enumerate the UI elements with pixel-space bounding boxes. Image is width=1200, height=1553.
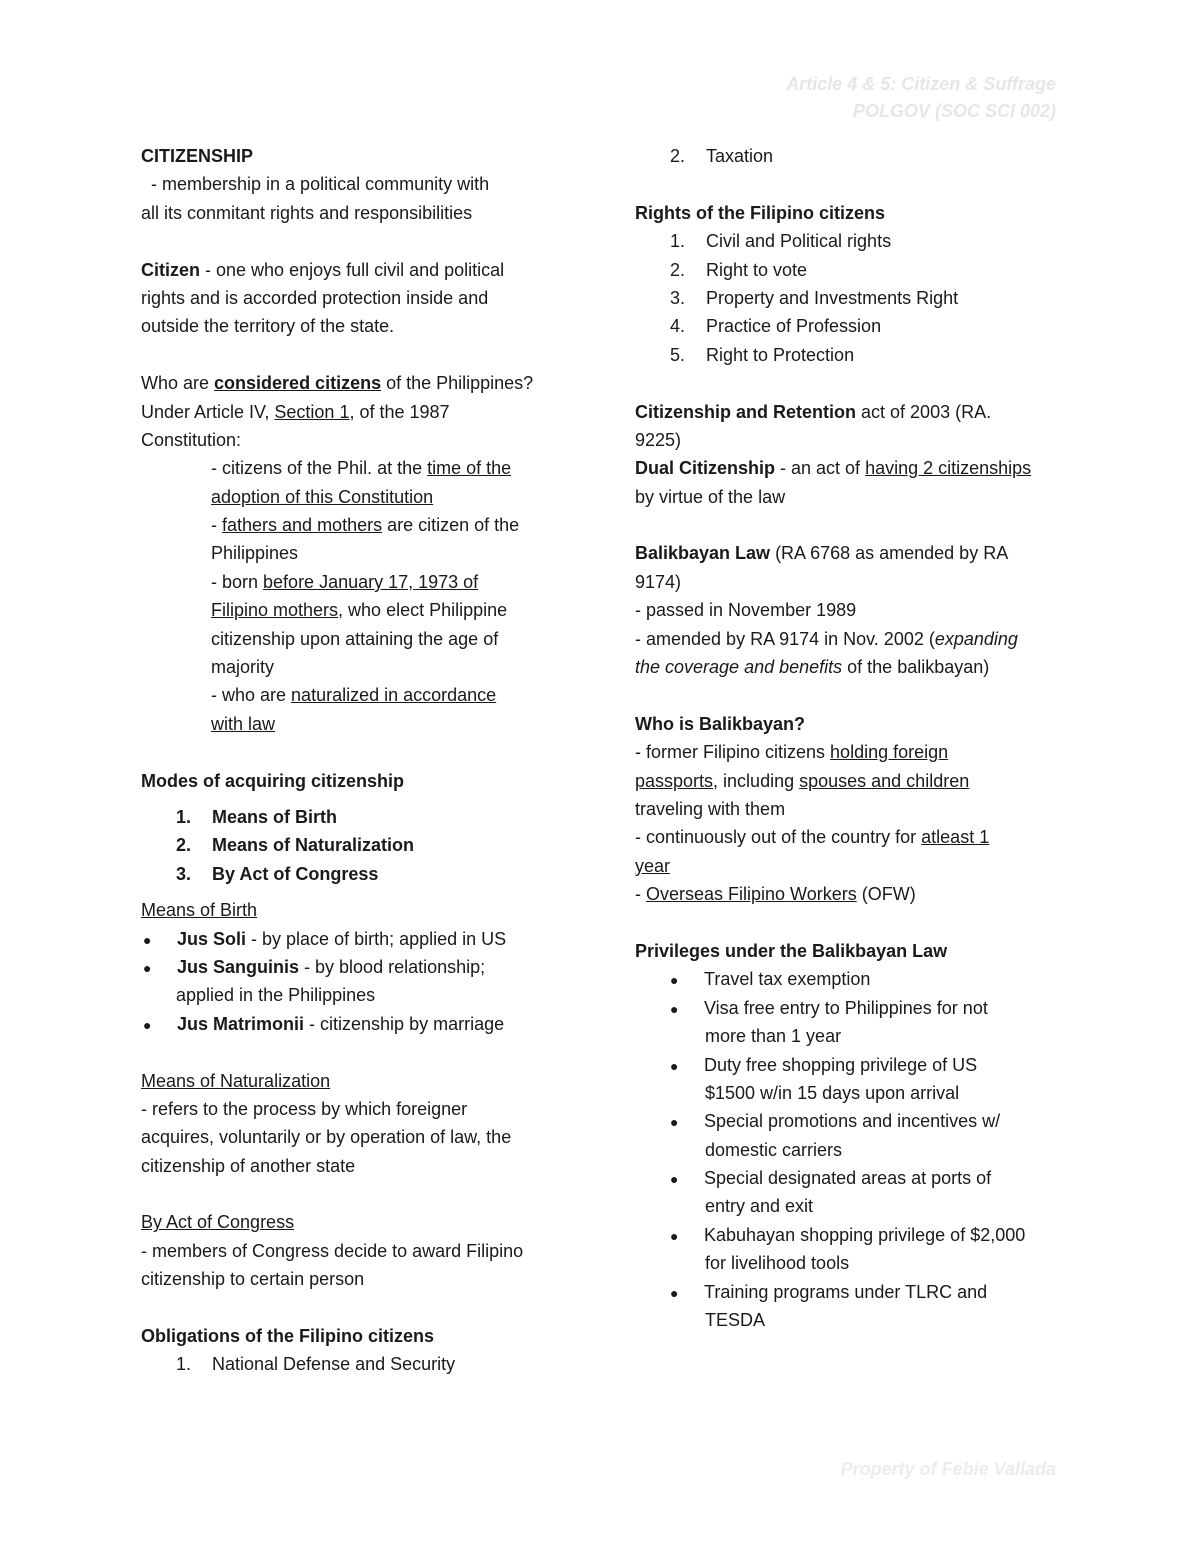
list-item-text: Taxation [706, 146, 774, 166]
text-span: Who are [141, 373, 215, 394]
citizen-definition-cont: rights and is accorded protection inside and [141, 287, 489, 308]
text-span: of the Philippines? [381, 373, 534, 394]
naturalization-definition: - refers to the process by which foreigner [141, 1098, 468, 1119]
citizen-criterion-3-cont: majority [211, 657, 275, 678]
definition: - citizenship by marriage [304, 1013, 505, 1034]
privilege-item-cont: TESDA [705, 1310, 766, 1331]
citizenship-retention-act-cont: 9225) [635, 429, 682, 450]
balikbayan-def-2 [635, 823, 1065, 851]
article-reference [141, 398, 561, 426]
balikbayan-def-1 [635, 738, 1065, 766]
bullet-icon: ● [670, 1227, 679, 1244]
text-span: (RA 6768 as amended by RA [770, 543, 1009, 564]
naturalization-definition-cont: acquires, voluntarily or by operation of law, the [141, 1127, 512, 1148]
text-span: - [635, 884, 646, 905]
list-number: 3. [670, 287, 686, 308]
modes-list-item [141, 831, 561, 859]
list-item-text: Civil and Political rights [706, 231, 892, 252]
bullet-icon: ● [670, 1114, 679, 1131]
privilege-item-cont: more than 1 year [705, 1026, 842, 1047]
naturalization-definition-cont: citizenship of another state [141, 1155, 356, 1176]
balikbayan-law-passed: - passed in November 1989 [635, 600, 857, 621]
list-item-text: Special designated areas at ports of [704, 1168, 992, 1189]
obligations-list-item [141, 1350, 561, 1378]
citizen-term: Citizen [141, 259, 201, 280]
list-number: 2. [176, 835, 192, 856]
privileges-heading: Privileges under the Balikbayan Law [635, 940, 948, 961]
bullet-icon: ● [670, 1000, 679, 1017]
modes-list-item [141, 803, 561, 831]
list-item-text: Practice of Profession [706, 316, 882, 337]
list-number: 2. [670, 259, 686, 280]
privilege-item-cont: domestic carriers [705, 1139, 843, 1160]
rights-list-item [635, 284, 1065, 312]
list-number: 4. [670, 316, 686, 337]
list-item-text: Right to vote [706, 259, 808, 280]
term: Balikbayan Law [635, 543, 771, 564]
act-of-congress-definition-cont: citizenship to certain person [141, 1269, 365, 1290]
definition: - by blood relationship; [299, 956, 486, 977]
dual-citizenship-definition [635, 454, 1065, 482]
balikbayan-def-1-cont: traveling with them [635, 798, 786, 819]
underlined-term: year [635, 855, 671, 876]
rights-list-item [635, 227, 1065, 255]
list-item-text: Visa free entry to Philippines for not [704, 997, 988, 1018]
text-span: act of 2003 (RA. [856, 401, 992, 422]
privilege-item [635, 965, 1065, 993]
privilege-item [635, 1221, 1065, 1249]
footer-watermark: Property of Febie Vallada [840, 1459, 1056, 1479]
definition: - by place of birth; applied in US [246, 928, 507, 949]
bullet-icon: ● [143, 959, 152, 976]
list-item-text: Right to Protection [706, 344, 855, 365]
list-item-text: Training programs under TLRC and [704, 1281, 988, 1302]
list-item-text: Special promotions and incentives w/ [704, 1111, 1001, 1132]
obligations-heading: Obligations of the Filipino citizens [141, 1326, 435, 1347]
bullet-icon: ● [143, 931, 152, 948]
citizenship-heading: CITIZENSHIP [141, 146, 254, 166]
text-span: , including [713, 770, 800, 791]
bullet-icon: ● [670, 1057, 679, 1074]
rights-list-item [635, 256, 1065, 284]
bullet-icon: ● [143, 1016, 152, 1033]
underlined-term: atleast 1 [921, 827, 990, 848]
bullet-icon: ● [670, 972, 679, 989]
privilege-item-cont: for livelihood tools [705, 1253, 850, 1274]
balikbayan-def-3 [635, 880, 1065, 908]
citizen-criterion-1-cont [141, 483, 561, 511]
header-title: Article 4 & 5: Citizen & Suffrage [786, 74, 1056, 94]
article-reference-cont: Constitution: [141, 429, 242, 450]
underlined-term: passports [635, 770, 714, 791]
text-span: , of the 1987 [349, 401, 450, 422]
list-item-text: Kabuhayan shopping privilege of $2,000 [704, 1224, 1026, 1245]
list-item-text: Means of Naturalization [212, 835, 415, 856]
list-number: 1. [670, 231, 686, 252]
text-span: - [211, 515, 222, 536]
term: Jus Sanguinis [177, 956, 300, 977]
privilege-item [635, 1164, 1065, 1192]
text-span: - who are [211, 685, 292, 706]
right-column [635, 142, 1065, 1334]
term: Dual Citizenship [635, 458, 776, 479]
text-span: are citizen of the [382, 515, 520, 536]
underlined-term: holding foreign [830, 742, 949, 763]
list-number: 3. [176, 863, 192, 884]
underlined-term: naturalized in accordance [291, 685, 497, 706]
text-span: (OFW) [856, 884, 916, 905]
privilege-item [635, 994, 1065, 1022]
balikbayan-law-amended [635, 625, 1065, 653]
balikbayan-def-2-cont [635, 852, 1065, 880]
balikbayan-law-amended-cont [635, 653, 1065, 681]
jus-sanguinis-item [141, 953, 561, 981]
who-are-citizens-question [141, 369, 561, 397]
underlined-term: fathers and mothers [222, 515, 383, 536]
citizen-def-text: - one who enjoys full civil and political [200, 259, 505, 280]
jus-matrimonii-item [141, 1010, 561, 1038]
balikbayan-def-1-cont [635, 767, 1065, 795]
text-span: - amended by RA 9174 in Nov. 2002 ( [635, 628, 935, 649]
citizen-criterion-4 [141, 681, 561, 709]
list-item-text: By Act of Congress [212, 863, 379, 884]
modes-heading: Modes of acquiring citizenship [141, 770, 405, 791]
dual-citizenship-cont: by virtue of the law [635, 486, 786, 507]
bullet-icon: ● [670, 1171, 679, 1188]
underlined-term: having 2 citizenships [865, 458, 1032, 479]
privilege-item [635, 1278, 1065, 1306]
underlined-term: adoption of this Constitution [211, 486, 434, 507]
term: Jus Soli [177, 928, 247, 949]
privilege-item-cont: $1500 w/in 15 days upon arrival [705, 1082, 960, 1103]
text-span: Under Article IV, [141, 401, 275, 422]
privilege-item [635, 1107, 1065, 1135]
jus-sanguinis-cont: applied in the Philippines [176, 985, 376, 1006]
means-of-birth-heading: Means of Birth [141, 900, 258, 921]
citizenship-retention-act [635, 398, 1065, 426]
list-number: 1. [176, 1354, 192, 1375]
jus-soli-item [141, 925, 561, 953]
privilege-item [635, 1051, 1065, 1079]
citizen-definition-cont: outside the territory of the state. [141, 316, 395, 337]
list-number: 2. [670, 146, 686, 166]
citizen-criterion-3 [141, 568, 561, 596]
balikbayan-law-heading-cont: 9174) [635, 571, 682, 592]
left-column [141, 142, 561, 1379]
list-item-text: Travel tax exemption [704, 969, 871, 990]
underlined-term: Section 1 [274, 401, 350, 422]
text-span: , who elect Philippine [338, 600, 508, 621]
text-span: - former Filipino citizens [635, 742, 831, 763]
list-item-text: Duty free shopping privilege of US [704, 1054, 978, 1075]
who-is-balikbayan-heading: Who is Balikbayan? [635, 713, 806, 734]
term: Jus Matrimonii [177, 1013, 305, 1034]
citizen-criterion-1 [141, 454, 561, 482]
citizen-criterion-3-cont [141, 596, 561, 624]
text-span: - citizens of the Phil. at the [211, 458, 428, 479]
underlined-term: before January 17, 1973 of [263, 571, 479, 592]
act-of-congress-heading: By Act of Congress [141, 1212, 295, 1233]
underlined-term: time of the [427, 458, 512, 479]
citizen-criterion-2-cont: Philippines [211, 543, 299, 564]
list-number: 5. [670, 344, 686, 365]
citizen-criterion-3-cont: citizenship upon attaining the age of [211, 628, 499, 649]
underlined-term: with law [211, 713, 276, 734]
bullet-icon: ● [670, 1284, 679, 1301]
italic-term: expanding [934, 628, 1018, 649]
citizen-criterion-2 [141, 511, 561, 539]
underlined-term: spouses and children [799, 770, 970, 791]
act-of-congress-definition: - members of Congress decide to award Filipino [141, 1240, 524, 1261]
underlined-term: Filipino mothers [211, 600, 339, 621]
list-number: 1. [176, 806, 192, 827]
underlined-term: considered citizens [214, 373, 382, 394]
underlined-term: Overseas Filipino Workers [646, 884, 857, 905]
text-span: of the balikbayan) [842, 657, 990, 678]
citizen-definition [141, 256, 561, 284]
modes-list-item [141, 860, 561, 888]
rights-heading: Rights of the Filipino citizens [635, 202, 885, 223]
obligations-list-item [635, 142, 1065, 170]
balikbayan-law-heading [635, 539, 1065, 567]
citizenship-definition-cont: all its conmitant rights and responsibilities [141, 202, 473, 223]
naturalization-heading: Means of Naturalization [141, 1070, 331, 1091]
citizenship-definition: - membership in a political community with [151, 174, 490, 195]
header-course: POLGOV (SOC SCI 002) [852, 101, 1056, 121]
list-item-text: National Defense and Security [212, 1354, 456, 1375]
list-item-text: Means of Birth [212, 806, 338, 827]
italic-term: the coverage and benefits [635, 657, 843, 678]
rights-list-item [635, 341, 1065, 369]
text-span: - an act of [775, 458, 866, 479]
text-span: - continuously out of the country for [635, 827, 922, 848]
term: Citizenship and Retention [635, 401, 857, 422]
text-span: - born [211, 571, 264, 592]
list-item-text: Property and Investments Right [706, 287, 959, 308]
rights-list-item [635, 312, 1065, 340]
citizen-criterion-4-cont [141, 710, 561, 738]
privilege-item-cont: entry and exit [705, 1196, 814, 1217]
